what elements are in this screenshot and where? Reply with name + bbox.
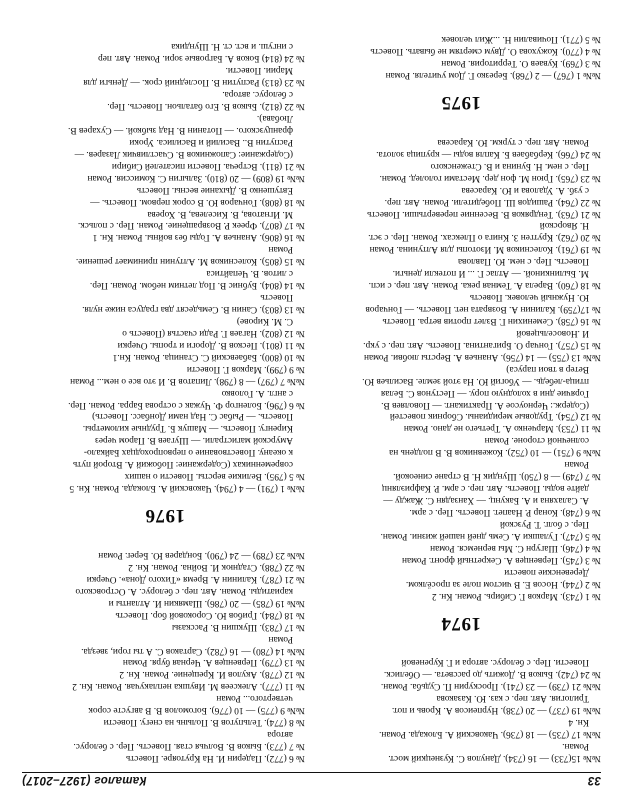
catalog-entry-continuation: М. Былинкиной. — Атлас Г. ... И потекли деньги.	[392, 268, 589, 279]
catalog-entry: № 22 (788). Стаднюк И. Война. Роман. Кн. 2	[128, 562, 305, 572]
catalog-entry: № 18 (784). Грибов Ю. Сороковой бор. Повесть	[115, 609, 305, 620]
catalog-entry-continuation: Амурской магистрали. — Шугаев В. Паром через	[95, 435, 293, 446]
catalog-entry-continuation: к океану. Повествование о первопроходцах Байкало-	[83, 447, 293, 458]
catalog-entry: № 20 (762). Крутген З. Книга о Плексах. Роман. Пер. с эст.	[368, 232, 601, 243]
catalog-entry-continuation: Роман	[564, 459, 589, 470]
catalog-entry-continuation: Повести. Пер. с белорус. автора и Г. Куреневой	[401, 657, 589, 668]
catalog-entry: № 18 (808). Гончаров Ю. В сорок первом. Повесть. —	[90, 196, 305, 207]
catalog-entry: №№ 7 (797) — 8 (798). Липатов В. И это все о нем... Роман	[70, 375, 305, 386]
block-spacer	[321, 126, 601, 135]
running-head-title: Каталог (1927–2017)	[22, 774, 147, 786]
catalog-entry-continuation: кариатиды. Роман. Авт. пер. с белорус. А. Островского	[75, 585, 293, 596]
catalog-entry: № 11 (753). Марченко А. Третьего не дано. Роман	[403, 423, 601, 434]
catalog-entry: № 3 (745). Первенцев А. Секретный фронт. Роман	[401, 554, 601, 565]
catalog-entry: № 7 (749) — 8 (750). Шундик Н. В стране синеокой.	[393, 471, 601, 482]
catalog-entry: № 11 (801). Песков В. Дороги и тропы. Очерки	[117, 339, 305, 350]
catalog-entry: №№ 15(733) — 16 (734). Данулов С. Кузнецкий мост.	[388, 753, 601, 763]
left-column	[321, 32, 601, 763]
catalog-entry: № 16 (806). Ананьев А. Годы без войны. Роман. Кн. 1	[92, 232, 305, 243]
catalog-entry: № 6 (748). Конар Р. Наапет. Повесть. Пер. с арм.	[409, 507, 601, 517]
catalog-entry-continuation: автора	[267, 729, 293, 740]
year-heading: 1974	[441, 612, 481, 634]
catalog-entry-continuation: Роман. Авт. пер. с туркм. Ю. Карасева	[437, 136, 589, 147]
catalog-entry-continuation: Киренгу. Повесть. — Машук Б. Трудные километры.	[82, 423, 293, 434]
catalog-entry: № 12 (778). Акулов И. Крещение. Роман. Кн. 2	[119, 669, 305, 680]
catalog-entry: №№ 19 (809) — 20 (810). Залыгин С. Комиссия. Роман	[87, 172, 305, 183]
catalog-entry: № 12 (754). Трудовые меридианы. Сборник повестей	[389, 411, 601, 422]
catalog-entry: № 23 (765). Грюн М. фон дер. Местами гололед. Роман.	[379, 172, 601, 183]
catalog-entry-continuation: И .Новосельцевой	[516, 327, 589, 338]
catalog-entry-continuation: Н. Яворской	[539, 220, 589, 231]
catalog-entry: № 11 (777). Алексеев М. Ивушка неплакучая. Роман. Кн. 2	[72, 681, 305, 692]
catalog-entry: №№ 21 (739) — 23 (741). Проскурин П. Судьба. Роман.	[380, 681, 601, 692]
catalog-entry: № 24 (766). Кербабаев Б. Капля воды — крупица золота.	[376, 148, 601, 159]
catalog-entry: № 15 (757). Гончар О. Бригантина. Повесть. Авт. пер. с укр.	[363, 339, 601, 350]
catalog-entry-continuation: солнечной стороне. Роман	[484, 435, 589, 446]
catalog-entry-continuation: французского. — Потанин В. Над зыбкой. — Сухарев В.	[68, 125, 293, 135]
catalog-entry: № 4 (746). Шагурн С. Мы вернемся. Роман	[430, 542, 601, 553]
catalog-entry: № 16 (758). Семенихин Г. Взлет против ветра. Повесть	[382, 316, 601, 326]
catalog-entry: № 21 (763). Тендряков В. Весенние перевертыши. Повесть	[367, 208, 601, 219]
catalog-entry-continuation: Роман	[268, 244, 293, 255]
catalog-entry: № 17 (783). Шукшин В. Рассказы	[171, 621, 305, 632]
catalog-entry-continuation: Ю. Нужный человек. Повесть	[469, 292, 589, 303]
catalog-entry-continuation: дайте воды. Повесть. Авт. пер. с арм. Р. Кафриэлянц	[382, 483, 589, 494]
catalog-entry: №№ 1 (791) — 4 (794). Чаковский А. Блокада. Роман. Кн. 5	[69, 483, 305, 494]
catalog-entry: №№ 19 (737) — 20 (738). Нурпеисов А. Кровь и пот.	[391, 705, 601, 716]
catalog-entry: №№ 19 (785) — 20 (786). Шамякин И. Атланты и	[108, 597, 305, 608]
catalog-entry: №№ 1 (767) — 2 (768). Березко Г. Дом учителя. Роман	[385, 70, 601, 80]
catalog-entry-continuation: с англ. А. Головко	[221, 387, 293, 398]
catalog-entry: № 24 (814) Боков А. Багровые зори. Роман. Авт. пер	[98, 53, 305, 64]
catalog-entry: № 15 (805). Колесников М. Алтунин принимает решение.	[75, 256, 305, 267]
catalog-entry: № 6 (772). Падерин И. На Крутояре. Повесть	[126, 753, 305, 763]
catalog-entry: № 5 (795). Великие версты. Повести о наших	[124, 471, 305, 482]
catalog-entry-continuation: Евтушенко В. Дыхание весны. Повесть	[136, 184, 293, 195]
catalog-entry: № 18 (760). Варела А. Темная река. Роман. Авт. пер. с исп.	[368, 280, 601, 291]
catalog-entry-continuation: Пер. с болг. Т. Рузской	[499, 518, 589, 529]
block-spacer	[321, 647, 601, 656]
catalog-entry: № 4 (770). Кожухова О. Двум смертям не бывать. Повесть	[370, 46, 601, 57]
catalog-entry: № 17(759). Калинин А. Возврата нет. Повесть. — Гончаров	[365, 304, 601, 315]
catalog-entry: №№ 13 (755) — 14 (756). Ананьев А. Версты любви. Роман	[364, 351, 601, 362]
catalog-entry-continuation: Распутин В.. Василий и Василиса. Уроки	[129, 136, 293, 147]
catalog-entry-continuation: Повесть. — Рыбас С. Над нами Донбасс. Повесть)	[92, 411, 293, 422]
year-heading: 1976	[145, 505, 185, 527]
catalog-entry: № 19 (761). Колесников М. Изотопы для Алтунина. Роман	[369, 244, 601, 255]
catalog-entry-continuation: Деревенские повести	[504, 566, 589, 577]
catalog-entry-continuation: Марии. Повести.	[225, 65, 293, 76]
catalog-entry-continuation: четвертого... Роман	[216, 693, 293, 704]
catalog-entry: № 5 (771). Почивалин Н. ...Жил человек	[441, 34, 601, 45]
block-spacer	[25, 539, 305, 548]
catalog-entry: № 10 (800). Бабаевский С. Станица. Роман. Кн.1	[112, 351, 305, 362]
catalog-entry-continuation: с литов. В. Чепайтиса	[206, 268, 293, 279]
catalog-entry: № 22 (812). Быков В. Его батальон. Повесть. Пер.	[107, 101, 305, 112]
catalog-entry: №№ 9 (751) — 10 (752). Кожевников В. В полдень на	[389, 447, 601, 458]
catalog-entry: № 21 (787). Калинин А. Время «Тихого Дона». Очерки	[86, 573, 305, 584]
catalog-entry: №№ 9 (775) — 10 (776). Богомолов В. В августе сорок	[88, 705, 305, 716]
catalog-entry-continuation: с белорус. автора.	[222, 89, 293, 100]
text-columns	[22, 32, 601, 763]
catalog-entry: № 23 (813) Распутин В. Последний срок. — Деньги для	[83, 77, 305, 88]
catalog-entry-continuation: Кн. 4	[568, 717, 589, 728]
catalog-entry: № 24 (742). Быков В. Дожить до рассвета. — Обелиск.	[383, 669, 601, 680]
catalog-entry: № 17 (807). Фреек Р. Возвращение. Роман. Пер. с польск.	[77, 220, 305, 231]
catalog-entry-continuation: Любава).	[256, 113, 293, 124]
catalog-entry-continuation: современниках (Содержание: Побожий А. Второй путь	[72, 459, 293, 470]
catalog-entry-continuation: Повесть. Пер. с нем. Ю. Павлова	[457, 256, 589, 267]
catalog-entry: № 1 (743). Марков Г. Сибирь. Роман. Кн. 2	[431, 590, 601, 601]
catalog-entry: № 14 (804). Бубнис В. Под летним небом. Роман. Пер.	[89, 280, 305, 291]
catalog-entry-continuation: Пер. с нем. Н. Бунина и В. Стеженского	[430, 160, 589, 171]
catalog-entry-continuation: Роман.	[562, 741, 589, 752]
catalog-entry-continuation: Роман	[268, 633, 293, 644]
catalog-entry-continuation: с узб. А. Удалова и Ю. Карасева	[461, 184, 589, 195]
catalog-entry: №№ 14 (780) — 16 (782). Сартаков С. А ты гори, звезда.	[81, 645, 305, 656]
catalog-entry: № 12 (802). Нагаев Г. Ради счастья (Повесть о	[122, 327, 305, 338]
catalog-entry: № 3 (769). Куваев О. Территория. Роман	[441, 58, 601, 69]
catalog-entry-continuation: с ингуш. и вст. ст. Н. Шундика	[171, 41, 293, 52]
year-heading: 1975	[441, 92, 481, 113]
catalog-entry-continuation: птица-лебедь. — Убогий Ю. На этой земле. Васильев Ю.	[362, 375, 589, 386]
catalog-entry: № 21 (811). Встреча. Повести писателей Сибири	[111, 160, 305, 171]
catalog-entry-continuation: М. Игнатова, В. Киселева, В. Хорева	[147, 208, 293, 219]
catalog-entry: №№ 17 (735) — 18 (736). Чаковский А. Блокада. Роман.	[379, 729, 601, 740]
catalog-entry-continuation: Повесть	[260, 292, 293, 303]
catalog-entry: № 22 (764). Рашидов Ш. Победители. Роман. Авт. пер.	[384, 196, 601, 207]
page-number: 33	[587, 774, 601, 786]
catalog-entry: № 13 (779). Первенцев А. Черная буря. Роман	[122, 657, 305, 668]
catalog-entry: № 2 (744). Носов Е. В чистом поле за просёлком.	[405, 578, 601, 589]
catalog-entry-continuation: А. Салахяна и А. Бакунц. — Ханзадян С. Жажду —	[383, 495, 589, 506]
catalog-entry-continuation: (Содержание: Сапожников В. Счастливчик Лазарев. —	[74, 148, 293, 159]
catalog-entry-continuation: Горячие дни в холодную пору. — Пестунов С. Белая	[380, 387, 589, 398]
catalog-entry: № 9 (799). Марков Г. Повести	[186, 363, 305, 374]
catalog-entry-continuation: Ветер в твои паруса)	[506, 363, 589, 374]
catalog-entry: № 5 (747). Гулашки А. Семь дней нашей жизни. Роман.	[380, 530, 601, 541]
catalog-entry: № 7 (773). Быков В. Волчья стая. Повесть. Пер. с белорус.	[73, 741, 305, 752]
right-column	[25, 40, 305, 764]
catalog-entry: № 13 (803). Санин В. Семьдесят два градуса ниже нуля.	[82, 304, 305, 315]
catalog-entry: №№ 23 (789) — 24 (790). Бондарев Ю. Берег. Роман	[98, 550, 305, 561]
running-head	[22, 772, 601, 786]
catalog-entry: № 6 (796). Боленгор Ф. Чужак с острова Барра. Роман. Пер.	[68, 399, 305, 410]
catalog-entry-continuation: (Содерж.: Черноусое А. Практикант. — Поволяев В.	[381, 399, 589, 410]
catalog-entry: № 8 (774). Тельпугов В. Полынь на снегу. Повести	[103, 717, 305, 728]
catalog-entry-continuation: С. М. Кирове)	[236, 316, 293, 326]
catalog-entry-continuation: Трилогия. Авт. пер. с каз. Ю. Казакова	[436, 693, 589, 704]
